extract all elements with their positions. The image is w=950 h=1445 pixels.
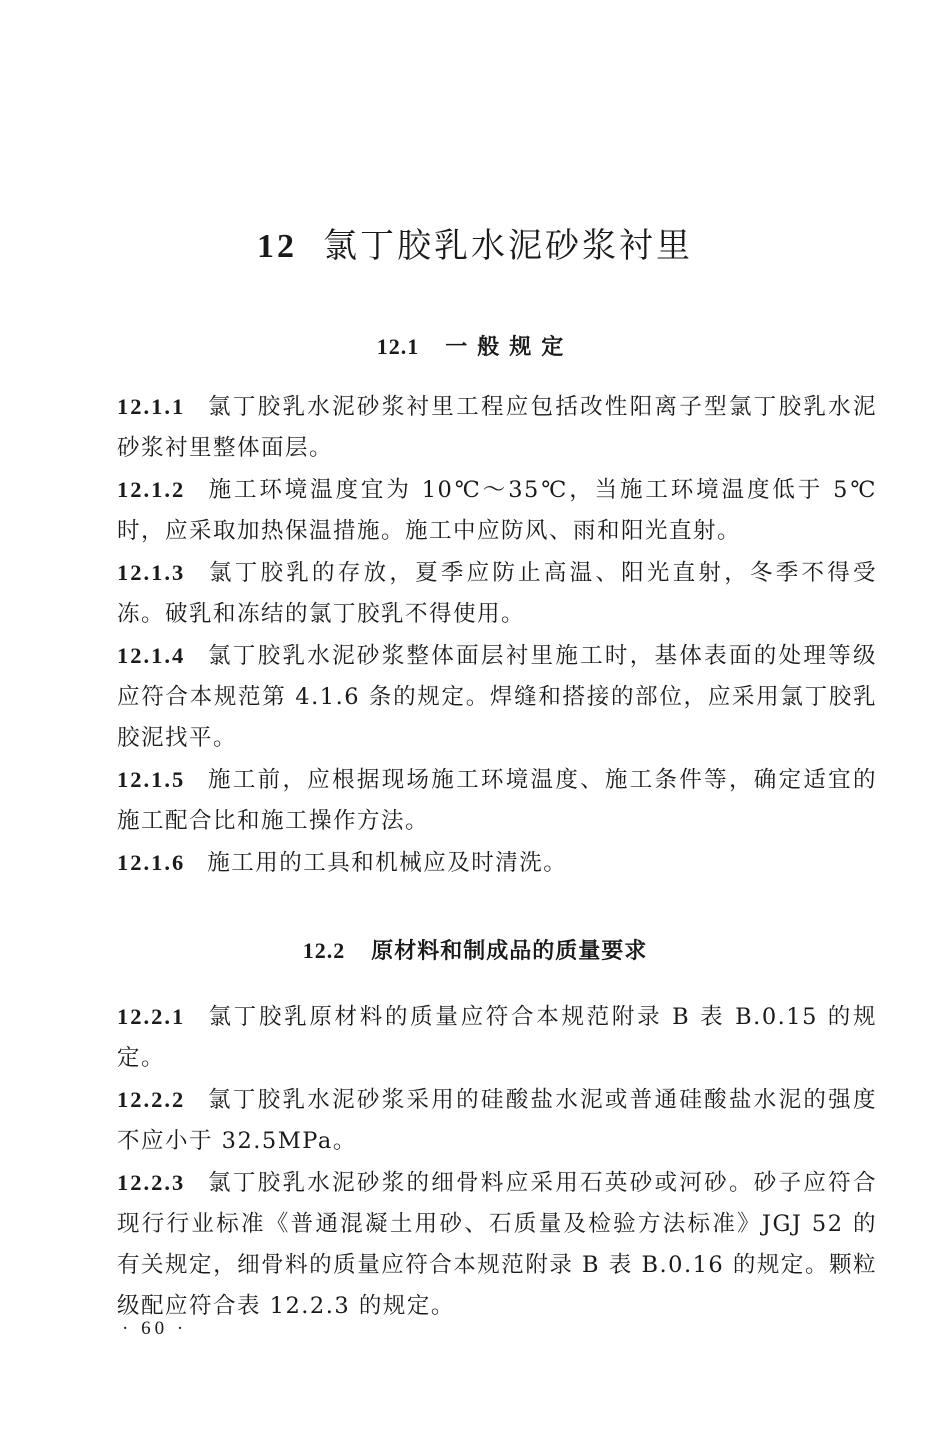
- clause-number: 12.1.3: [117, 560, 186, 585]
- clause-number: 12.1.4: [117, 643, 186, 668]
- clause-list-12-2: [117, 996, 877, 1327]
- clause-text: 施工用的工具和机械应及时清洗。: [207, 850, 568, 876]
- section-number: 12.2: [302, 938, 346, 963]
- section-title-text: 原材料和制成品的质量要求: [371, 939, 648, 964]
- clause-12-1-1: [117, 386, 877, 469]
- clause-text: 氯丁胶乳的存放，夏季应防止高温、阳光直射，冬季不得受冻。破乳和冻结的氯丁胶乳不得使用。: [117, 560, 877, 627]
- clause-number: 12.2.2: [117, 1087, 186, 1112]
- chapter-number: 12: [257, 228, 297, 265]
- clause-text: 氯丁胶乳水泥砂浆的细骨料应采用石英砂或河砂。砂子应符合现行行业标准《普通混凝土用砂、石质量及检验方法标准》JGJ 52 的有关规定，细骨料的质量应符合本规范附录 B 表 B.0.16 的规定。颗粒级配应符合表 12.2.3 的规定。: [117, 1170, 877, 1319]
- clause-12-2-2: [117, 1079, 877, 1162]
- clause-text: 施工环境温度宜为 10℃～35℃，当施工环境温度低于 5℃时，应采取加热保温措施。施工中应防风、雨和阳光直射。: [117, 477, 877, 544]
- clause-list-12-1: [117, 386, 877, 884]
- clause-number: 12.2.3: [117, 1170, 186, 1195]
- chapter-title: [0, 218, 950, 267]
- clause-text: 氯丁胶乳水泥砂浆整体面层衬里施工时，基体表面的处理等级应符合本规范第 4.1.6 条的规定。焊缝和搭接的部位，应采用氯丁胶乳胶泥找平。: [117, 643, 877, 751]
- clause-text: 氯丁胶乳水泥砂浆采用的硅酸盐水泥或普通硅酸盐水泥的强度不应小于 32.5MPa。: [117, 1087, 877, 1154]
- clause-text: 氯丁胶乳水泥砂浆衬里工程应包括改性阳离子型氯丁胶乳水泥砂浆衬里整体面层。: [117, 394, 877, 461]
- clause-number: 12.1.6: [117, 850, 186, 875]
- section-number: 12.1: [376, 334, 420, 359]
- clause-number: 12.1.5: [117, 767, 186, 792]
- clause-12-1-3: [117, 552, 877, 635]
- clause-number: 12.1.1: [117, 394, 186, 419]
- section-heading-12-1: [0, 330, 950, 361]
- clause-12-1-2: [117, 469, 877, 552]
- clause-12-1-5: [117, 759, 877, 842]
- clause-text: 氯丁胶乳原材料的质量应符合本规范附录 B 表 B.0.15 的规定。: [117, 1004, 877, 1071]
- section-title-text: 一般规定: [445, 335, 574, 360]
- clause-12-2-3: [117, 1162, 877, 1327]
- chapter-title-text: 氯丁胶乳水泥砂浆衬里: [323, 226, 693, 266]
- clause-number: 12.1.2: [117, 477, 186, 502]
- page-number: · 60 ·: [122, 1318, 188, 1339]
- clause-12-1-6: [117, 842, 877, 884]
- clause-text: 施工前，应根据现场施工环境温度、施工条件等，确定适宜的施工配合比和施工操作方法。: [117, 767, 877, 834]
- section-heading-12-2: [0, 934, 950, 965]
- clause-number: 12.2.1: [117, 1004, 186, 1029]
- clause-12-1-4: [117, 635, 877, 759]
- clause-12-2-1: [117, 996, 877, 1079]
